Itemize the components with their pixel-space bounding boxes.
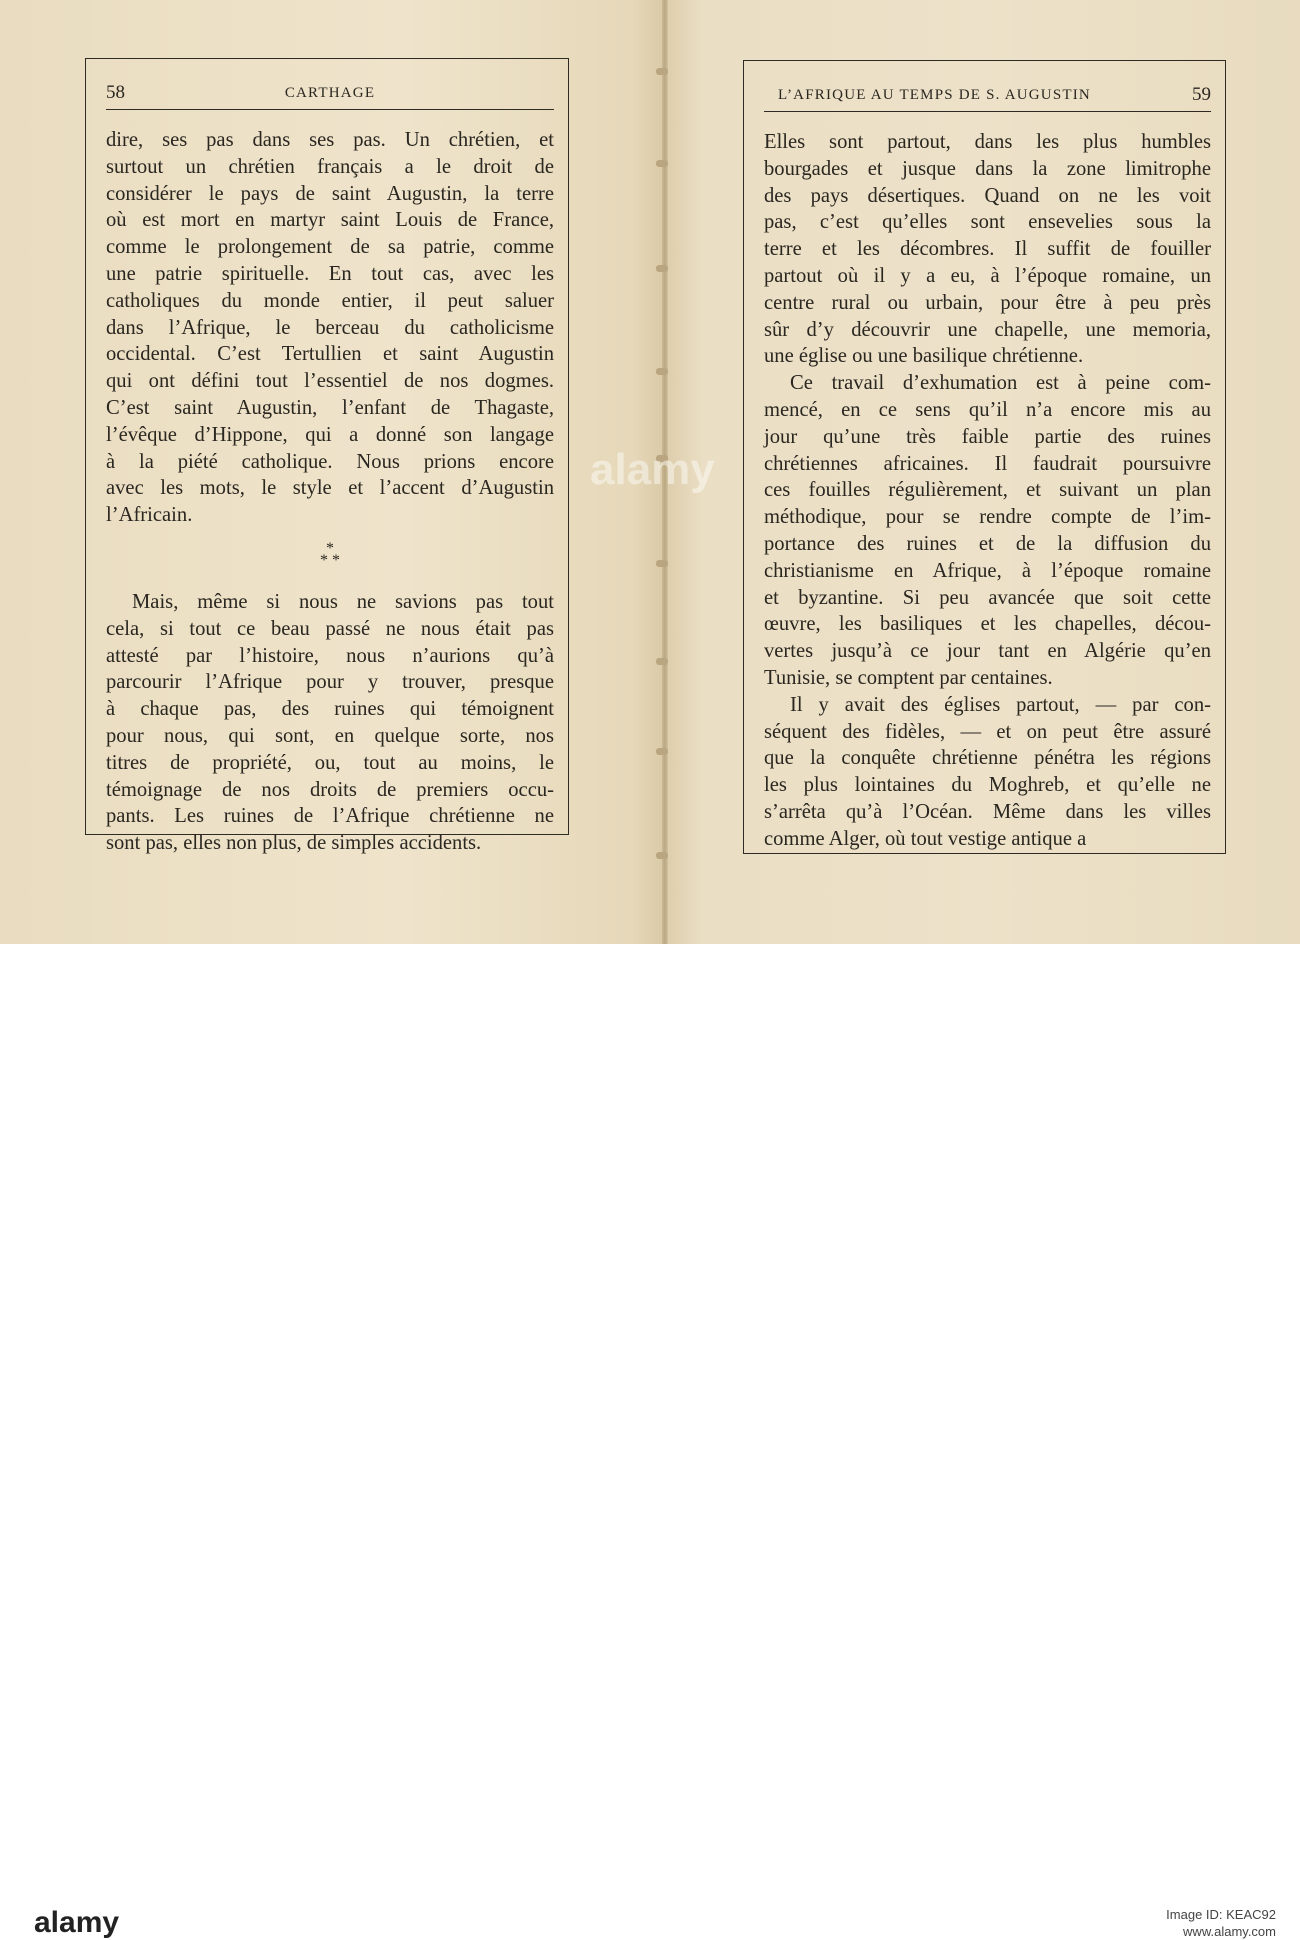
paragraph [764,370,1211,692]
book-gutter [662,0,668,944]
text-line: vertes jusqu’à ce jour tant en Algérie qu’en [764,640,1211,663]
book-spread [0,0,1300,944]
text-line: témoignage de nos droits de premiers occu- [106,778,554,801]
text-line: portance des ruines et de la diffusion du [764,532,1211,555]
text-line: Ce travail d’exhumation est à peine com- [790,372,1211,395]
paragraph [106,589,554,857]
text-line: méthodique, pour se rendre compte de l’im- [764,506,1211,529]
text-line: dans l’Afrique, le berceau du catholicisme [106,316,554,339]
right-page [743,60,1226,854]
watermark-text: alamy [590,445,715,494]
text-line: christianisme en Afrique, à l’époque romaine [764,559,1211,582]
separator-star: * * [320,551,340,569]
text-line: cela, si tout ce beau passé ne nous était pas [106,617,554,640]
text-line: s’arrêta qu’à l’Océan. Même dans les villes [764,800,1211,823]
text-line: bourgades et jusque dans la zone limitrophe [764,157,1211,180]
text-line: l’évêque d’Hippone, qui a donné son langage [106,423,554,446]
page-number: 58 [106,82,125,103]
binding-stitch [656,748,668,755]
text-line: attesté par l’histoire, nous n’aurions qu’à [106,644,554,667]
binding-stitch [656,368,668,375]
text-line: occidental. C’est Tertullien et saint Augustin [106,343,554,366]
text-line: chrétiennes africaines. Il faudrait poursuivre [764,452,1211,475]
text-line: parcourir l’Afrique pour y trouver, presque [106,671,554,694]
text-line: Il y avait des églises partout, — par con- [790,693,1211,716]
text-line: mencé, en ce sens qu’il n’a encore mis au [764,398,1211,421]
text-line: et byzantine. Si peu avancée que soit cette [764,586,1211,609]
text-line: à la piété catholique. Nous prions encore [106,450,554,473]
text-line: sont pas, elles non plus, de simples accidents. [106,832,482,855]
right-running-head [764,85,1211,112]
binding-stitch [656,68,668,75]
text-line: Mais, même si nous ne savions pas tout [132,590,554,613]
text-line: surtout un chrétien français a le droit de [106,155,554,178]
text-line: une patrie spirituelle. En tout cas, avec les [106,262,554,285]
text-line: Elles sont partout, dans les plus humbles [764,131,1211,153]
binding-stitch [656,160,668,167]
text-line: terre et les décombres. Il suffit de fouiller [764,238,1211,261]
brand-logo: alamy [34,1906,120,1939]
binding-stitch [656,658,668,665]
paragraph [764,692,1211,853]
image-id-label: Image ID: KEAC92 [1166,1907,1276,1922]
paragraph [764,129,1211,370]
text-line: comme Alger, où tout vestige antique a [764,827,1087,850]
text-line: à chaque pas, des ruines qui témoignent [106,698,554,721]
text-line: C’est saint Augustin, l’enfant de Thagaste, [106,396,554,419]
text-line: partout où il y a eu, à l’époque romaine, un [764,264,1211,287]
text-line: dire, ses pas dans ses pas. Un chrétien, et [106,129,554,151]
text-line: œuvre, les basiliques et les chapelles, décou- [764,613,1211,636]
page-number: 59 [1192,84,1211,105]
text-line: Tunisie, se comptent par centaines. [764,666,1053,689]
text-line: considérer le pays de saint Augustin, la terre [106,182,554,205]
left-running-head [106,83,554,110]
text-line: séquent des fidèles, — et on peut être assuré [764,720,1211,743]
binding-stitch [656,455,668,462]
text-line: jour qu’une très faible partie des ruines [764,425,1211,448]
binding-stitch [656,852,668,859]
binding-stitch [656,560,668,567]
text-line: ces fouilles régulièrement, et suivant un plan [764,479,1211,502]
right-body-text [764,129,1211,853]
running-head-title: L’AFRIQUE AU TEMPS DE S. AUGUSTIN [778,87,1091,103]
text-line: pas, c’est qu’elles sont ensevelies sous la [764,211,1211,234]
separator-star: * [326,539,334,557]
text-line: sûr d’y découvrir une chapelle, une memoria, [764,318,1211,341]
text-line: comme le prolongement de sa patrie, comme [106,236,554,259]
left-page [85,58,569,855]
text-line: les plus lointaines du Moghreb, et qu’elle ne [764,774,1211,797]
site-url: www.alamy.com [1183,1924,1276,1939]
text-line: titres de propriété, ou, tout au moins, le [106,751,554,774]
binding-stitch [656,265,668,272]
text-line: avec les mots, le style et l’accent d’Augustin [106,477,554,500]
text-line: l’Africain. [106,504,193,527]
image-id [1166,1906,1276,1940]
text-line: catholiques du monde entier, il peut saluer [106,289,554,312]
text-line: pour nous, qui sont, en quelque sorte, nos [106,724,554,747]
text-line: centre rural ou urbain, pour être à peu près [764,291,1211,314]
left-body-text [106,127,554,857]
stock-footer [0,944,1300,1939]
text-line: que la conquête chrétienne pénétra les régions [764,747,1211,770]
section-separator [106,539,554,569]
paragraph [106,127,554,529]
text-line: qui ont défini tout l’essentiel de nos dogmes. [106,370,554,393]
text-line: pants. Les ruines de l’Afrique chrétienne ne [106,805,554,828]
text-line: où est mort en martyr saint Louis de France, [106,209,554,232]
text-line: des pays désertiques. Quand on ne les voit [764,184,1211,207]
text-line: une église ou une basilique chrétienne. [764,345,1084,368]
running-head-title: CARTHAGE [284,85,376,101]
